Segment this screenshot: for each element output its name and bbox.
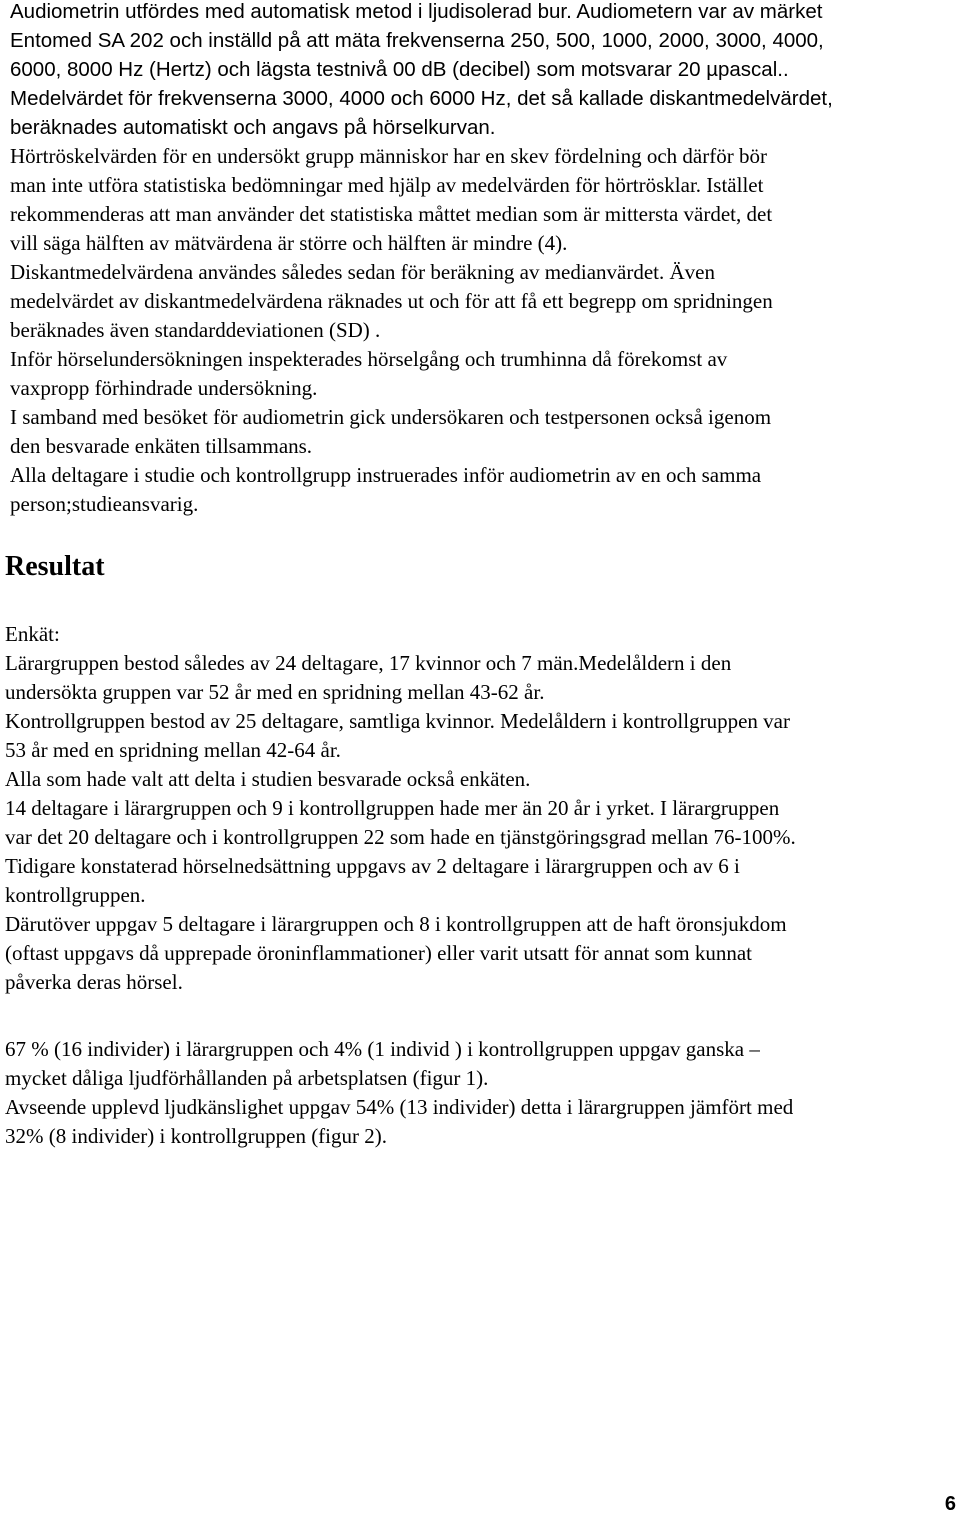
survey-results-text [5,620,955,997]
text-line: vaxpropp förhindrade undersökning. [10,376,318,400]
text-line: man inte utföra statistiska bedömningar med hjälp av medelvärden för hörtrösklar. Istället [10,173,764,197]
text-line: Enkät: [5,622,60,646]
methods-text-serif [10,142,960,519]
text-line: var det 20 deltagare och i kontrollgruppen 22 som hade en tjänstgöringsgrad mellan 76-100%. [5,825,796,849]
text-line: Därutöver uppgav 5 deltagare i lärargruppen och 8 i kontrollgruppen att de haft öronsjukdom [5,912,787,936]
text-line: Audiometrin utfördes med automatisk metod i ljudisolerad bur. Audiometern var av märket [10,0,823,23]
text-line: Tidigare konstaterad hörselnedsättning uppgavs av 2 deltagare i lärargruppen och av 6 i [5,854,740,878]
text-line: påverka deras hörsel. [5,970,183,994]
text-line: kontrollgruppen. [5,883,146,907]
text-line: Lärargruppen bestod således av 24 deltagare, 17 kvinnor och 7 män.Medelåldern i den [5,651,732,675]
text-line: 53 år med en spridning mellan 42-64 år. [5,738,341,762]
text-line: Entomed SA 202 och inställd på att mäta frekvenserna 250, 500, 1000, 2000, 3000, 4000, [10,29,824,52]
text-line: Alla deltagare i studie och kontrollgrupp instruerades inför audiometrin av en och samma [10,463,762,487]
text-line: 32% (8 individer) i kontrollgruppen (figur 2). [5,1124,387,1148]
text-line: beräknades automatiskt och angavs på hörselkurvan. [10,116,496,139]
text-line: medelvärdet av diskantmedelvärdena räknades ut och för att få ett begrepp om spridningen [10,289,773,313]
text-line: Inför hörselundersökningen inspekterades hörselgång och trumhinna då förekomst av [10,347,728,371]
page-number: 6 [944,1493,956,1515]
text-line: Alla som hade valt att delta i studien besvarade också enkäten. [5,767,531,791]
text-line: I samband med besöket för audiometrin gick undersökaren och testpersonen också igenom [10,405,772,429]
methods-text-sans [10,0,960,142]
text-line: 14 deltagare i lärargruppen och 9 i kontrollgruppen hade mer än 20 år i yrket. I lärargruppen [5,796,780,820]
text-line: den besvarade enkäten tillsammans. [10,434,313,458]
text-line: mycket dåliga ljudförhållanden på arbetsplatsen (figur 1). [5,1066,489,1090]
text-line: Hörtröskelvärden för en undersökt grupp människor har en skev fördelning och därför bör [10,144,767,168]
text-line: 67 % (16 individer) i lärargruppen och 4% (1 individ ) i kontrollgruppen uppgav ganska – [5,1037,760,1061]
text-line: Medelvärdet för frekvenserna 3000, 4000 och 6000 Hz, det så kallade diskantmedelvärdet, [10,87,833,110]
text-line: rekommenderas att man använder det statistiska måttet median som är mittersta värdet, det [10,202,773,226]
section-heading-results: Resultat [5,551,105,582]
text-line: 6000, 8000 Hz (Hertz) och lägsta testnivå 00 dB (decibel) som motsvarar 20 µpascal.. [10,58,789,81]
text-line: undersökta gruppen var 52 år med en spridning mellan 43-62 år. [5,680,545,704]
text-line: Avseende upplevd ljudkänslighet uppgav 54% (13 individer) detta i lärargruppen jämfört med [5,1095,794,1119]
text-line: person;studieansvarig. [10,492,199,516]
figure-results-text [5,1035,955,1151]
text-line: vill säga hälften av mätvärdena är större och hälften är mindre (4). [10,231,568,255]
text-line: beräknades även standarddeviationen (SD) . [10,318,381,342]
text-line: Diskantmedelvärdena användes således sedan för beräkning av medianvärdet. Även [10,260,715,284]
text-line: Kontrollgruppen bestod av 25 deltagare, samtliga kvinnor. Medelåldern i kontrollgruppen var [5,709,790,733]
text-line: (oftast uppgavs då upprepade öroninflammationer) eller varit utsatt för annat som kunnat [5,941,753,965]
